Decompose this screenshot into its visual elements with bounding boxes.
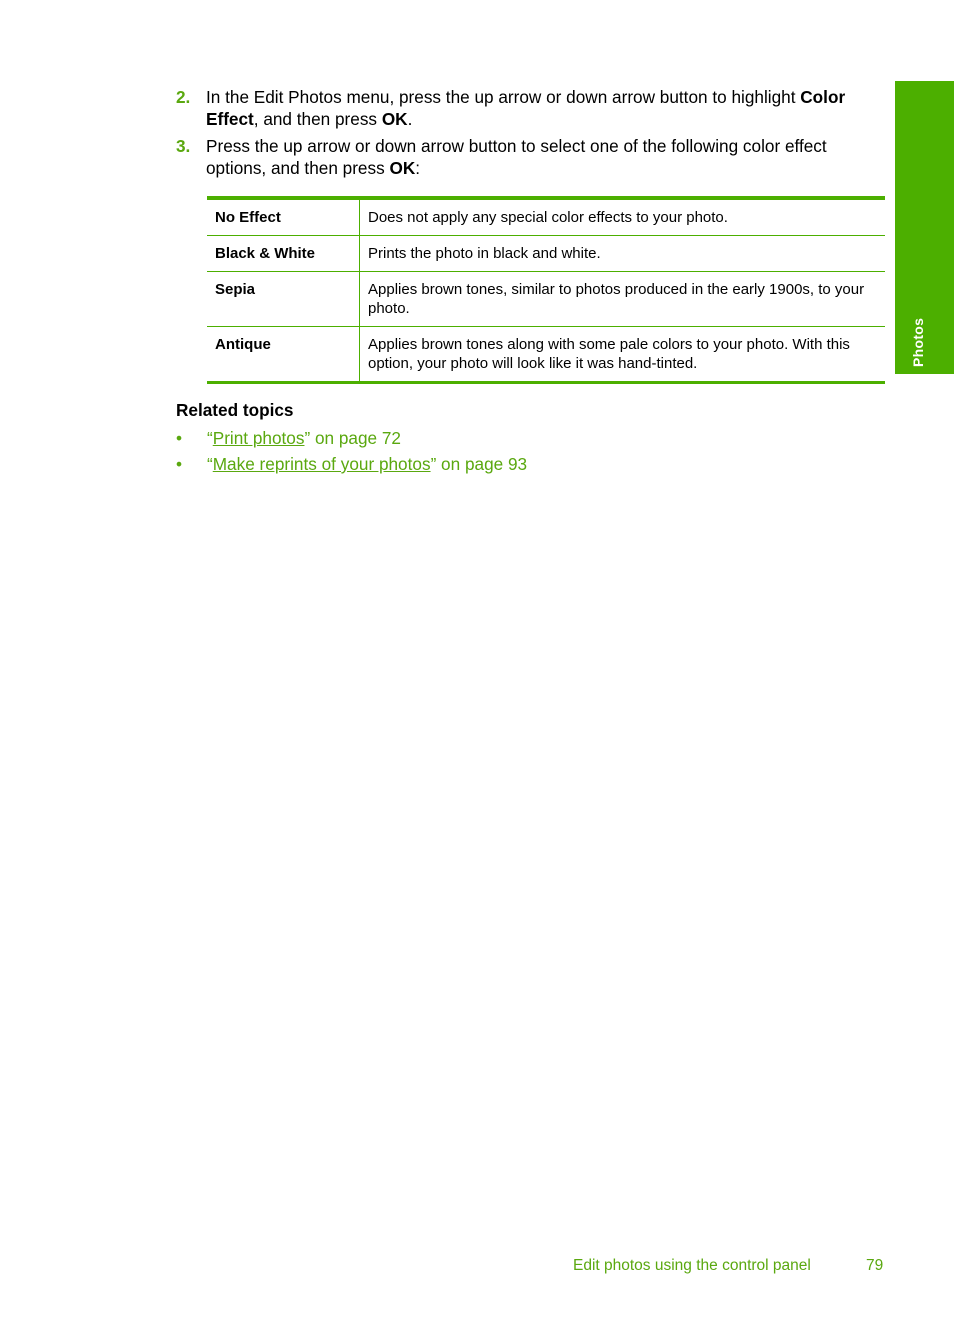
step-number: 2. [176, 87, 191, 107]
table-row [207, 198, 885, 236]
page-number: 79 [866, 1257, 884, 1274]
bullet-icon: • [176, 454, 183, 474]
step-2 [176, 86, 888, 130]
bullet-icon: • [176, 428, 183, 448]
color-effects-table [207, 196, 885, 384]
effect-description: Does not apply any special color effects to your photo. [360, 198, 886, 236]
print-photos-link[interactable]: Print photos [212, 428, 305, 448]
table-row [207, 327, 885, 383]
effect-name: Antique [207, 327, 360, 383]
step-text: In the Edit Photos menu, press the up arrow or down arrow button to highlight Color Effect, and then press OK. [206, 87, 846, 129]
step-text: Press the up arrow or down arrow button to select one of the following color effect options, and then press OK: [206, 136, 827, 178]
related-item: • “Print photos” on page 72 [176, 428, 401, 448]
step-number: 3. [176, 136, 191, 156]
effect-description: Prints the photo in black and white. [360, 236, 886, 272]
table-row [207, 236, 885, 272]
footer-section-title: Edit photos using the control panel [573, 1257, 811, 1274]
step-3 [176, 135, 888, 179]
effect-description: Applies brown tones along with some pale colors to your photo. With this option, your photo will look like it was hand-tinted. [368, 336, 850, 372]
make-reprints-link[interactable]: Make reprints of your photos [212, 454, 431, 474]
side-tab-label: Photos [910, 317, 926, 367]
effect-name: Black & White [207, 236, 360, 272]
related-item: • “Make reprints of your photos” on page 93 [176, 454, 528, 474]
related-topics-heading: Related topics [176, 400, 294, 420]
table-row [207, 272, 885, 327]
effect-name: Sepia [207, 272, 360, 327]
effect-name: No Effect [207, 198, 360, 236]
effect-description: Applies brown tones, similar to photos produced in the early 1900s, to your photo. [360, 272, 886, 327]
